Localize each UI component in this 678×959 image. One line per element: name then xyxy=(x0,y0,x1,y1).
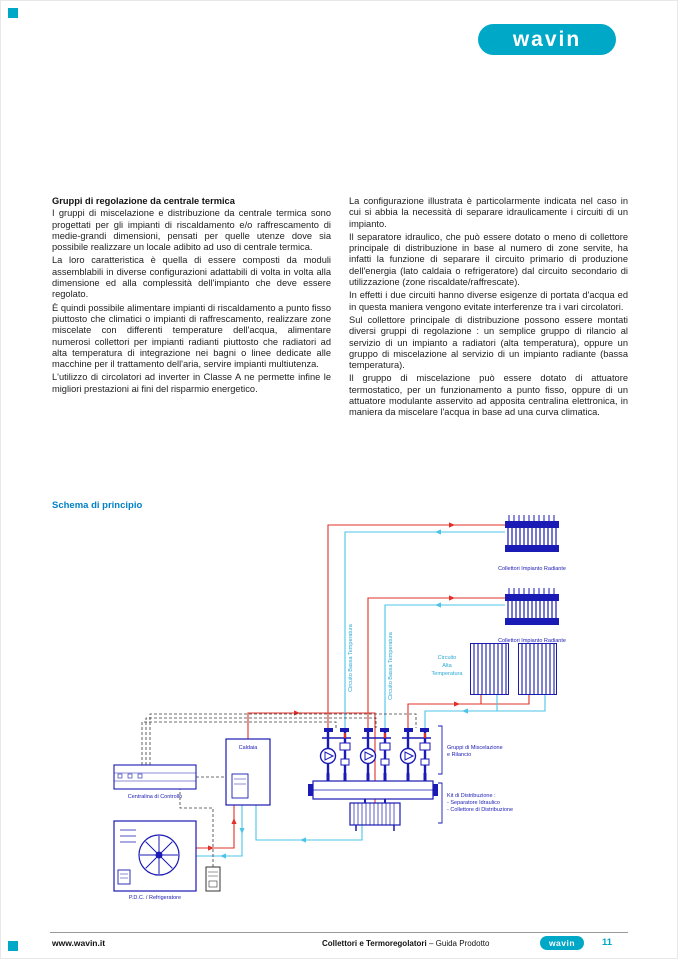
mixing-group-1 xyxy=(321,728,352,775)
high-temp-circuit-label-line2: Alta xyxy=(442,663,452,669)
paragraph: In effetti i due circuiti hanno diverse esigenze di portata d'acqua ed in questa maniera vengono evitate interferenze tra i vari circolatori. xyxy=(349,290,628,312)
paragraph: La loro caratteristica è quella di essere composti da moduli assemblabili in diverse configurazioni adattabili di volta in volta alla dimensione ed alla complessità dell'impianto che deve essere regolato. xyxy=(52,255,331,300)
radiator-2 xyxy=(519,644,557,695)
flow-arrows xyxy=(208,522,468,858)
footer-doc-title-rest: – Guida Prodotto xyxy=(426,939,490,948)
low-temp-circuit-label-2: Circuito Bassa Temperatura xyxy=(388,632,394,700)
footer-doc-title-bold: Collettori e Termoregolatori xyxy=(322,939,427,948)
paragraph: Il gruppo di miscelazione può essere dotato di attuatore termostatico, per un funzionamento a punto fisso, oppure di un attuatore modulante asservito ad apposita centralina elettronica, in maniera da miscelare l'acqua in base ad una curva climatica. xyxy=(349,373,628,418)
principle-schema-diagram xyxy=(50,508,630,908)
distribution-kit-label-line3: - Collettore di Distribuzione xyxy=(447,807,514,813)
boiler xyxy=(226,739,270,805)
control-unit xyxy=(114,765,196,789)
distribution-kit-label-line2: - Separatore Idraulico xyxy=(447,800,500,806)
distribution-kit-bracket xyxy=(438,783,442,823)
low-temp-circuit-label-1: Circuito Bassa Temperatura xyxy=(348,624,354,692)
section-heading: Gruppi di regolazione da centrale termica xyxy=(52,196,235,206)
hydraulic-separator xyxy=(350,799,400,831)
mixing-group-2 xyxy=(361,728,392,775)
page-number: 11 xyxy=(602,937,613,948)
distribution-manifold xyxy=(308,773,438,799)
high-temp-circuit-label-line3: Temperatura xyxy=(431,671,463,677)
wavin-logo xyxy=(478,24,616,55)
radiant-manifold-2 xyxy=(505,588,559,625)
footer-rule xyxy=(50,932,628,933)
radiant-manifold-1 xyxy=(505,515,559,552)
corner-registration-mark-bottom xyxy=(8,941,18,951)
radiator-1 xyxy=(471,644,509,695)
paragraph: È quindi possibile alimentare impianti di riscaldamento a punto fisso piuttosto che climatici o impianti di raffrescamento, realizzare zone miscelate con differenti temperature dell'acqua, alimentare numerosi collettori per impianti radianti piuttosto che radiatori ad alta temperatura di integrazione nei bagni o linee dedicate alle macchine per il trattamento dell'aria, servire impianti multiutenza. xyxy=(52,302,331,370)
footer-doc-title xyxy=(322,939,489,948)
control-unit-label: Centralina di Controllo xyxy=(127,794,183,800)
paragraph: Sul collettore principale di distribuzione possono essere montati diversi gruppi di regolazione : un semplice gruppo di rilancio al servizio di un impianto a radiatori (alta temperatura), oppure un gruppo di miscelazione al servizio di un impianto radiante (bassa temperatura). xyxy=(349,314,628,371)
footer-website: www.wavin.it xyxy=(52,938,106,948)
mixing-groups-label-line1: Gruppi di Miscelazione xyxy=(447,745,503,751)
footer-wavin-logo-text: wavin xyxy=(548,938,576,948)
corner-registration-mark-top xyxy=(8,8,18,18)
mixing-groups-label-line2: e Rilancio xyxy=(447,752,472,758)
left-column xyxy=(52,196,331,421)
wavin-logo-text: wavin xyxy=(512,27,582,51)
paragraph: La configurazione illustrata è particolarmente indicata nel caso in cui si abbia la necessità di separare idraulicamente i circuiti di un impianto. xyxy=(349,196,628,229)
paragraph: Il separatore idraulico, che può essere dotato o meno di collettore principale di distribuzione in base al numero di zone servite, ha infatti la funzione di separare il circuito primario di produzione dell'energia (lato caldaia o refrigeratore) dal circuito secondario di utilizzazione (zone riscaldate/raffrescate). xyxy=(349,231,628,288)
mixing-groups-bracket xyxy=(438,726,442,774)
high-temp-circuit-label-line1: Circuito xyxy=(437,655,457,661)
heat-pump-chiller xyxy=(114,821,196,891)
radiant-manifold-2-label: Collettori Impianto Radiante xyxy=(498,638,566,644)
article-columns xyxy=(52,196,628,421)
right-column xyxy=(349,196,628,421)
paragraph: L'utilizzo di circolatori ad inverter in Classe A ne permette infine le migliori prestazioni ai fini del risparmio energetico. xyxy=(52,372,331,394)
thermostat xyxy=(206,867,220,891)
mixing-group-3 xyxy=(401,728,432,775)
distribution-kit-label-line1: Kit di Distribuzione : xyxy=(447,793,496,799)
paragraph: I gruppi di miscelazione e distribuzione da centrale termica sono progettati per gli impianti di riscaldamento e/o raffrescamento di medie-grandi dimensioni, pensati per quelle utenze dove sia possibile realizzare un locale adibito ad uso di centrale termica. xyxy=(52,208,331,253)
schema-heading: Schema di principio xyxy=(52,500,143,511)
radiant-manifold-1-label: Collettori Impianto Radiante xyxy=(498,566,566,572)
boiler-label: Caldaia xyxy=(238,745,258,751)
heat-pump-label: P.D.C. / Refrigeratore xyxy=(128,895,182,901)
footer-wavin-logo xyxy=(540,936,584,950)
